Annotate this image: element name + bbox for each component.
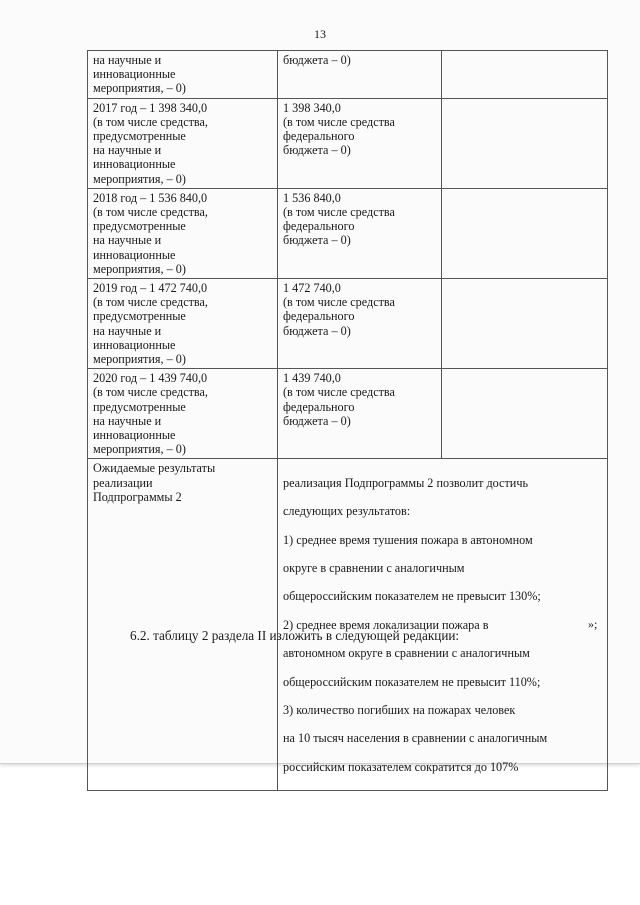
table-cell-funding-total: на научные и инновационные мероприятия, – 0) (88, 51, 278, 99)
expected-results-line: следующих результатов: (283, 504, 411, 519)
expected-results-line: реализация Подпрограммы 2 позволит достичь (283, 475, 529, 490)
table-row (88, 51, 608, 99)
table-cell-funding-total: 2020 год – 1 439 740,0 (в том числе средства, предусмотренные на научные и инновационные мероприятия, – 0) (88, 369, 278, 459)
table-cell-empty (442, 98, 608, 188)
table-row (88, 369, 608, 459)
table-cell-funding-federal: 1 398 340,0 (в том числе средства федерального бюджета – 0) (278, 98, 442, 188)
expected-results-line: автономном округе в сравнении с аналогичным (283, 646, 530, 661)
table-cell-funding-total: 2017 год – 1 398 340,0 (в том числе средства, предусмотренные на научные и инновационные мероприятия, – 0) (88, 98, 278, 188)
table-cell-funding-federal: 1 536 840,0 (в том числе средства федерального бюджета – 0) (278, 188, 442, 278)
table-row (88, 188, 608, 278)
subprogram-table (87, 50, 608, 791)
table-cell-funding-federal: бюджета – 0) (278, 51, 442, 99)
table-cell-empty (442, 51, 608, 99)
expected-results-line: 2) среднее время локализации пожара в (283, 617, 489, 632)
table-cell-empty (442, 279, 608, 369)
page-number: 13 (314, 27, 326, 41)
table-row-expected-results (88, 459, 608, 791)
table-cell-funding-total: 2018 год – 1 536 840,0 (в том числе средства, предусмотренные на научные и инновационные мероприятия, – 0) (88, 188, 278, 278)
table-row (88, 98, 608, 188)
expected-results-line: 3) количество погибших на пожарах человек (283, 702, 516, 717)
table-cell-empty (442, 188, 608, 278)
table-cell-funding-total: 2019 год – 1 472 740,0 (в том числе средства, предусмотренные на научные и инновационные мероприятия, – 0) (88, 279, 278, 369)
expected-results-line: 1) среднее время тушения пожара в автономном (283, 532, 533, 547)
closing-quote-mark: »; (588, 617, 598, 631)
expected-results-line: общероссийским показателем не превысит 110%; (283, 674, 541, 689)
expected-results-line: российским показателем сократится до 107% (283, 759, 519, 774)
table-row (88, 279, 608, 369)
amendment-paragraph: 6.2. таблицу 2 раздела II изложить в следующей редакции: (130, 628, 460, 643)
expected-results-label: Ожидаемые результаты реализации Подпрограммы 2 (88, 459, 278, 791)
expected-results-line: округе в сравнении с аналогичным (283, 560, 465, 575)
expected-results-line: общероссийским показателем не превысит 130%; (283, 589, 541, 604)
expected-results-text (278, 459, 608, 791)
table-cell-empty (442, 369, 608, 459)
table-cell-funding-federal: 1 439 740,0 (в том числе средства федерального бюджета – 0) (278, 369, 442, 459)
table-cell-funding-federal: 1 472 740,0 (в том числе средства федерального бюджета – 0) (278, 279, 442, 369)
expected-results-line: на 10 тысяч населения в сравнении с аналогичным (283, 731, 548, 746)
